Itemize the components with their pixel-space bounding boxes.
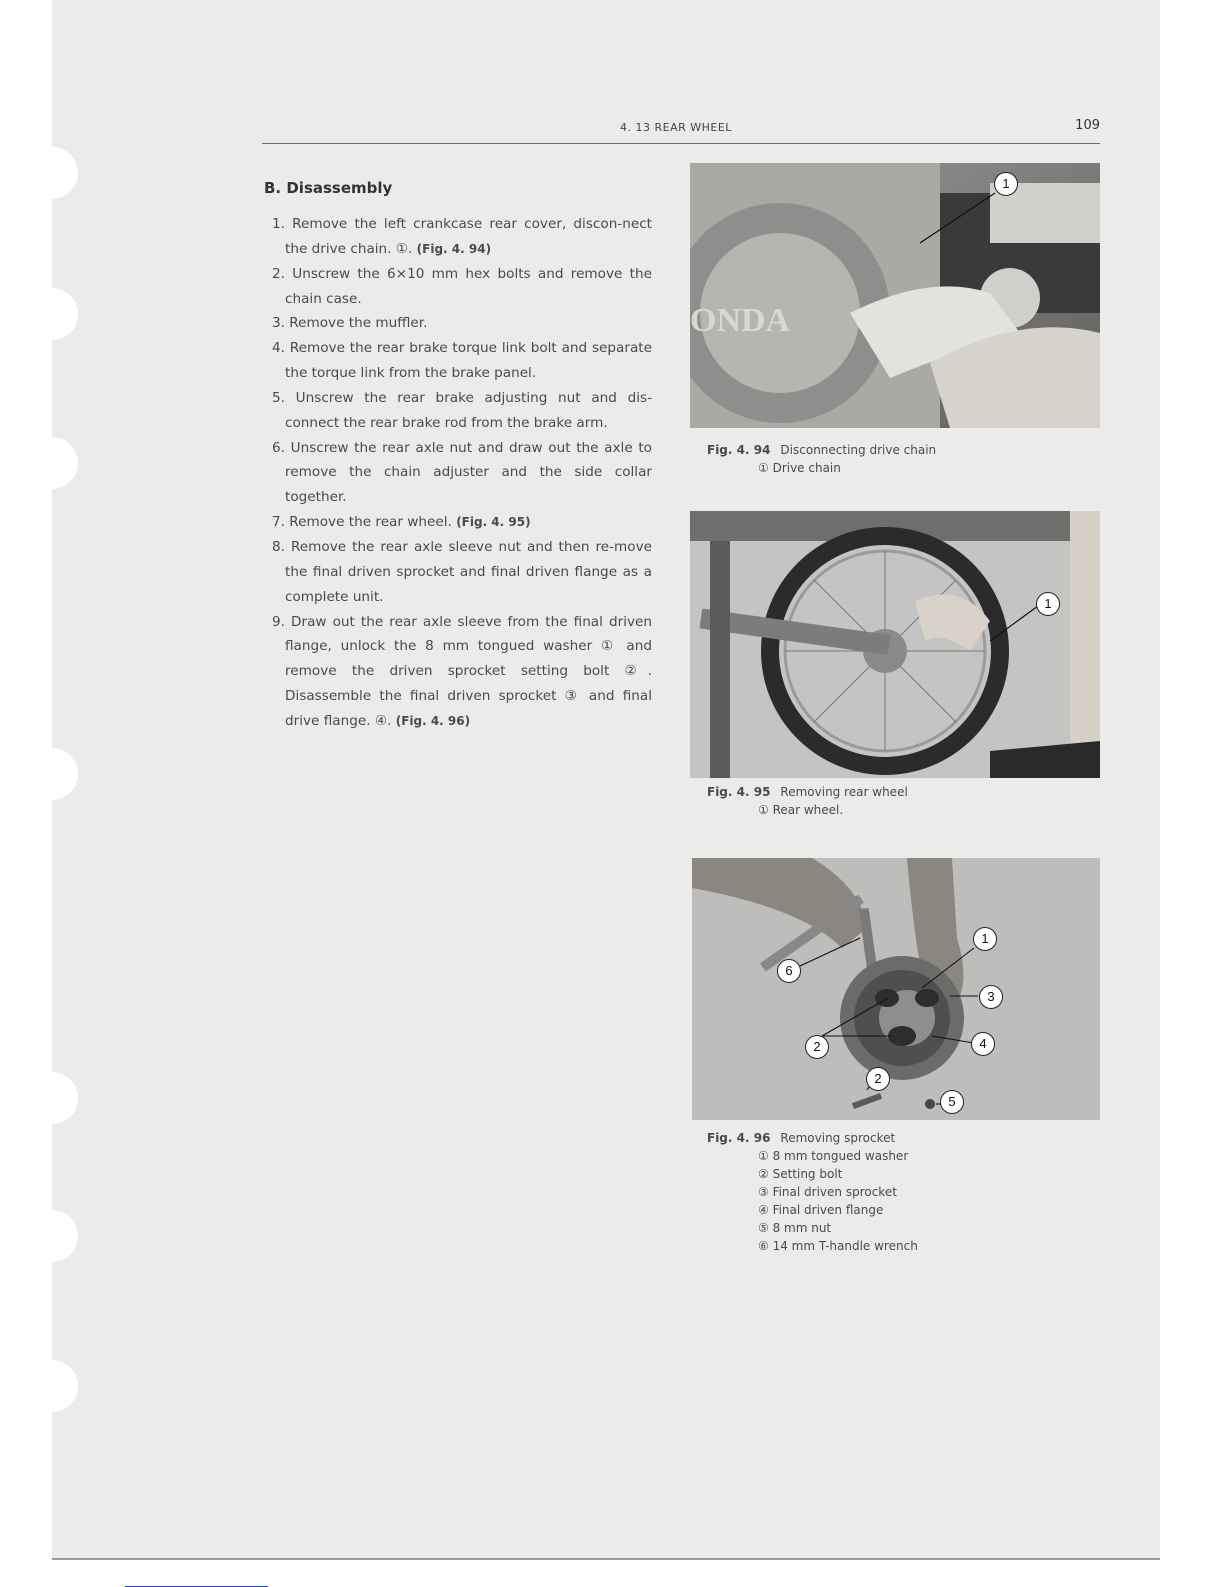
figure-number: Fig. 4. 94 — [707, 443, 771, 457]
page-edge — [52, 1558, 1160, 1560]
legend-item: ⑥ 14 mm T-handle wrench — [758, 1239, 918, 1253]
step-text: 8. Remove the rear axle sleeve nut and then re-move the final driven sprocket and final driven flange as a complete unit. — [272, 538, 652, 605]
figure-title: Removing sprocket — [780, 1131, 896, 1145]
legend-item: ⑤ 8 mm nut — [758, 1221, 832, 1235]
step-item — [272, 610, 652, 734]
figure-number: Fig. 4. 96 — [707, 1131, 771, 1145]
step-item — [272, 262, 652, 312]
step-text: 9. Draw out the rear axle sleeve from the final driven flange, unlock the 8 mm tongued washer ① and remove the driven sprocket setting bolt ②. Disassemble the final driven sprocket ③ and final drive flange. ④. — [272, 613, 652, 729]
page-number: 109 — [1075, 118, 1100, 133]
header-title: 4. 13 REAR WHEEL — [620, 121, 732, 134]
legend-item: ② Setting bolt — [758, 1167, 843, 1181]
step-text: 4. Remove the rear brake torque link bolt and separate the torque link from the brake panel. — [272, 340, 652, 382]
figure-reference: (Fig. 4. 96) — [395, 713, 471, 728]
step-text: 5. Unscrew the rear brake adjusting nut and dis-connect the rear brake rod from the brake arm. — [272, 389, 652, 431]
step-item — [272, 436, 652, 511]
photo-rear-wheel — [690, 511, 1100, 778]
step-item — [272, 510, 652, 535]
callout-marker: 4 — [971, 1032, 995, 1056]
legend-item: ④ Final driven flange — [758, 1203, 884, 1217]
legend-item: ① Drive chain — [758, 461, 841, 475]
callout-marker: 6 — [777, 959, 801, 983]
step-item — [272, 535, 652, 610]
figure-number: Fig. 4. 95 — [707, 785, 771, 799]
photo-removing-sprocket — [692, 858, 1100, 1120]
step-item — [272, 336, 652, 386]
callout-marker: 5 — [940, 1090, 964, 1114]
running-header — [262, 117, 1100, 144]
step-text: 7. Remove the rear wheel. — [272, 514, 452, 531]
step-item — [272, 212, 652, 262]
section-heading: B. Disassembly — [264, 179, 393, 197]
figure-reference: (Fig. 4. 94) — [416, 241, 492, 256]
callout-marker: 1 — [1036, 592, 1060, 616]
legend-item: ① Rear wheel. — [758, 803, 844, 817]
figure-caption — [707, 783, 908, 819]
step-text: 6. Unscrew the rear axle nut and draw out the axle to remove the chain adjuster and the side collar together. — [272, 439, 652, 506]
figure-caption — [707, 1129, 918, 1255]
photo-drive-chain — [690, 163, 1100, 428]
step-text: 1. Remove the left crankcase rear cover, discon-nect the drive chain. ①. — [272, 216, 652, 257]
step-item — [272, 311, 652, 336]
photo-drive-chain-image — [690, 163, 1100, 428]
step-item — [272, 386, 652, 436]
legend-item: ① 8 mm tongued washer — [758, 1149, 909, 1163]
figure-reference: (Fig. 4. 95) — [456, 515, 531, 530]
photo-rear-wheel-image — [690, 511, 1100, 778]
figure-title: Removing rear wheel — [780, 785, 908, 799]
callout-marker: 2 — [866, 1067, 890, 1091]
figure-title: Disconnecting drive chain — [780, 443, 937, 457]
photo-removing-sprocket-image — [692, 858, 1100, 1120]
callout-marker: 3 — [979, 985, 1003, 1009]
engine-logo-text: ONDA — [690, 302, 791, 339]
callout-marker: 2 — [805, 1035, 829, 1059]
figure-caption — [707, 441, 936, 477]
step-text: 2. Unscrew the 6×10 mm hex bolts and remove the chain case. — [272, 265, 652, 307]
callout-marker: 1 — [973, 927, 997, 951]
legend-item: ③ Final driven sprocket — [758, 1185, 897, 1199]
disassembly-steps — [272, 212, 652, 734]
callout-marker: 1 — [994, 172, 1018, 196]
step-text: 3. Remove the muffler. — [272, 315, 428, 332]
